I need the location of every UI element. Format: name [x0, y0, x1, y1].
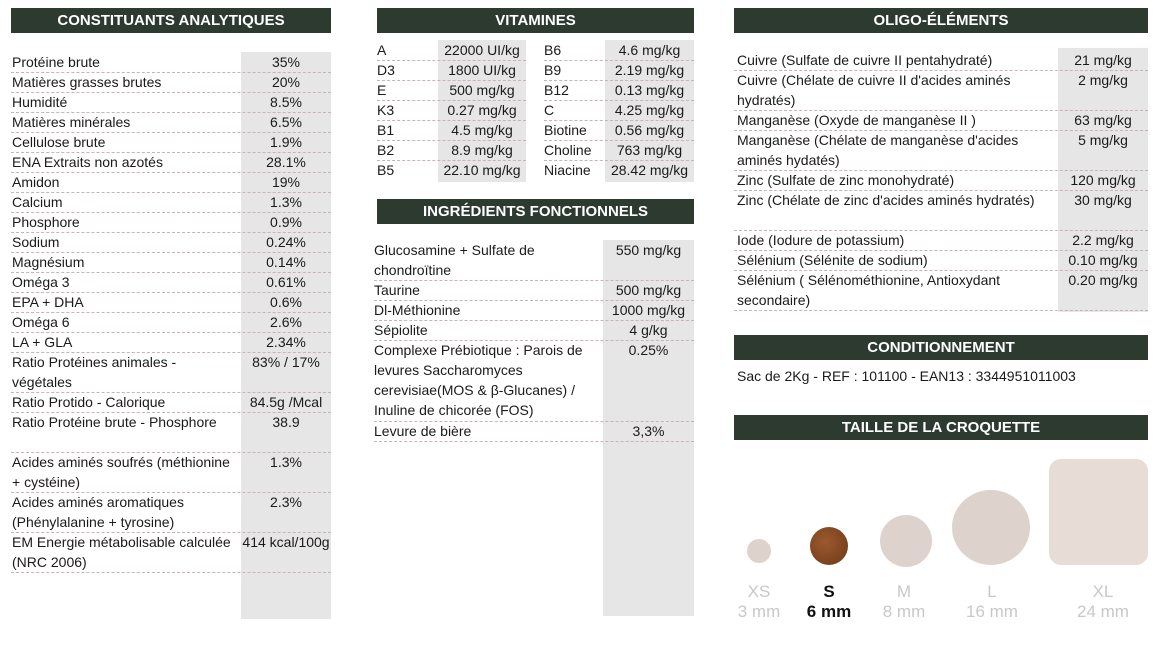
fonctionnel-row-value: 4 g/kg	[629, 322, 668, 338]
vitamine-value: 1800 UI/kg	[448, 62, 516, 78]
vitamine-value: 500 mg/kg	[449, 82, 515, 98]
vitamine-label: B1	[377, 122, 395, 138]
fonctionnels-header: INGRÉDIENTS FONCTIONNELS	[377, 199, 694, 224]
oligo-row-value: 63 mg/kg	[1074, 112, 1132, 128]
size-xs-label: XS	[747, 582, 771, 601]
croquette-header: TAILLE DE LA CROQUETTE	[734, 415, 1148, 440]
vitamine-label: Biotine	[544, 122, 587, 138]
fonctionnel-row-label: Complexe Prébiotique : Parois de levures Saccharomyces cerevisiae(MOS & β-Glucanes) / Inuline de chicorée (FOS)	[374, 342, 583, 418]
size-m-label: M	[896, 582, 912, 601]
fonctionnel-row-label: Levure de bière	[374, 423, 472, 439]
vitamine-value: 4.6 mg/kg	[618, 42, 681, 58]
constituant-row-value: 2.34%	[266, 334, 306, 350]
fonctionnel-row-value: 500 mg/kg	[615, 282, 682, 298]
constituant-row-value: 19%	[271, 174, 301, 190]
vitamine-value: 4.5 mg/kg	[451, 122, 513, 138]
oligo-row-label: Manganèse (Oxyde de manganèse II )	[737, 112, 976, 128]
oligo-row-label: Cuivre (Sulfate de cuivre II pentahydraté)	[737, 52, 993, 68]
vitamine-value: 2.19 mg/kg	[614, 62, 685, 78]
vitamine-value: 22000 UI/kg	[444, 42, 520, 58]
fonctionnel-row-divider	[374, 441, 694, 442]
constituant-row-label: Matières minérales	[12, 114, 131, 130]
constituant-row-label: Oméga 3	[12, 274, 70, 290]
vitamine-label: B9	[544, 62, 562, 78]
constituant-row-value: 38.9	[272, 414, 300, 430]
vitamine-label: B12	[544, 82, 569, 98]
constituant-row-value: 6.5%	[270, 114, 302, 130]
constituant-row-label: Humidité	[12, 94, 68, 110]
vitamine-value: 8.9 mg/kg	[451, 142, 513, 158]
constituant-row-value: 84.5g /Mcal	[249, 394, 323, 410]
oligo-row-label: Sélénium ( Sélénométhionine, Antioxydant secondaire)	[737, 272, 1001, 308]
conditionnement-header: CONDITIONNEMENT	[734, 335, 1148, 360]
constituant-row-value: 0.61%	[266, 274, 306, 290]
fonctionnel-row-value: 550 mg/kg	[615, 242, 682, 258]
constituant-row-value: 1.3%	[270, 454, 302, 470]
constituant-row-label: ENA Extraits non azotés	[12, 154, 163, 170]
constituant-row-label: Ratio Protéines animales - végétales	[12, 354, 177, 390]
constituant-row-label: Acides aminés soufrés (méthionine + cystéine)	[12, 454, 230, 490]
size-m-mm: 8 mm	[882, 602, 926, 621]
constituant-row-value: 0.24%	[266, 234, 306, 250]
oligo-header: OLIGO-ÉLÉMENTS	[734, 8, 1148, 33]
constituant-row-label: Acides aminés aromatiques (Phénylalanine + tyrosine)	[12, 494, 184, 530]
vitamine-label: B5	[377, 162, 395, 178]
vitamine-label: Niacine	[544, 162, 591, 178]
size-s-label: S	[823, 582, 835, 601]
size-xl-mm: 24 mm	[1077, 602, 1129, 621]
kibble-xs-image	[747, 539, 771, 563]
fonctionnel-row-label: Glucosamine + Sulfate de chondroïtine	[374, 242, 535, 278]
constituant-row-label: Protéine brute	[12, 54, 100, 70]
vitamines-header: VITAMINES	[377, 8, 694, 33]
constituant-row-value: 0.6%	[270, 294, 302, 310]
kibble-l-image	[952, 490, 1030, 565]
oligo-row-value: 0.20 mg/kg	[1068, 272, 1138, 288]
fonctionnel-row-label: Taurine	[374, 282, 420, 298]
vitamine-label: E	[377, 82, 387, 98]
constituants-header: CONSTITUANTS ANALYTIQUES	[11, 8, 331, 33]
vitamine-label: B6	[544, 42, 562, 58]
constituant-row-label: Phosphore	[12, 214, 80, 230]
size-xl-label: XL	[1092, 582, 1114, 601]
oligo-row-label: Manganèse (Chélate de manganèse d'acides aminés hydatés)	[737, 132, 1019, 168]
fonctionnel-row-value: 0.25%	[628, 342, 669, 358]
oligo-row-label: Zinc (Chélate de zinc d'acides aminés hydratés)	[737, 192, 1035, 208]
oligo-row-value: 5 mg/kg	[1078, 132, 1128, 148]
constituant-row-value: 0.14%	[266, 254, 306, 270]
oligo-row-label: Zinc (Sulfate de zinc monohydraté)	[737, 172, 955, 188]
oligo-row-label: Iode (Iodure de potassium)	[737, 232, 905, 248]
constituant-row-label: Magnésium	[12, 254, 85, 270]
oligo-row-value: 21 mg/kg	[1074, 52, 1132, 68]
constituant-row-label: Amidon	[12, 174, 60, 190]
fonctionnel-row-label: Dl-Méthionine	[374, 302, 461, 318]
size-s-mm: 6 mm	[806, 602, 852, 621]
vitamine-value: 0.13 mg/kg	[614, 82, 685, 98]
constituant-row-label: EPA + DHA	[12, 294, 84, 310]
constituant-row-value: 20%	[271, 74, 301, 90]
constituant-row-label: Cellulose brute	[12, 134, 106, 150]
oligo-row-value: 2.2 mg/kg	[1072, 232, 1134, 248]
size-xs-mm: 3 mm	[737, 602, 781, 621]
constituant-row-label: Oméga 6	[12, 314, 70, 330]
constituant-row-label: Ratio Protido - Calorique	[12, 394, 166, 410]
vitamine-value: 0.56 mg/kg	[614, 122, 685, 138]
kibble-xl-image	[1049, 459, 1148, 565]
constituant-row-value: 2.6%	[270, 314, 302, 330]
oligo-row-value: 120 mg/kg	[1070, 172, 1136, 188]
constituant-row-label: Ratio Protéine brute - Phosphore	[12, 414, 217, 430]
constituant-row-value: 414 kcal/100g	[242, 534, 330, 550]
oligo-row-divider	[734, 310, 1148, 311]
conditionnement-text: Sac de 2Kg - REF : 101100 - EAN13 : 3344951011003	[737, 368, 1076, 384]
vitamine-label: Choline	[544, 142, 592, 158]
vitamine-value: 0.27 mg/kg	[447, 102, 517, 118]
constituant-row-label: Sodium	[12, 234, 60, 250]
vitamine-value: 763 mg/kg	[616, 142, 683, 158]
constituant-row-value: 35%	[271, 54, 301, 70]
constituant-row-divider	[11, 572, 331, 573]
vitamine-value: 22.10 mg/kg	[443, 162, 521, 178]
constituant-row-label: Matières grasses brutes	[12, 74, 162, 90]
constituant-row-value: 2.3%	[270, 494, 302, 510]
vitamine-label: K3	[377, 102, 395, 118]
vitamine-value: 28.42 mg/kg	[610, 162, 689, 178]
constituant-row-value: 83% / 17%	[252, 354, 320, 370]
vitamine-label: C	[544, 102, 555, 118]
fonctionnel-row-value: 3,3%	[632, 423, 665, 439]
constituant-row-value: 0.9%	[270, 214, 302, 230]
vitamine-value: 4.25 mg/kg	[614, 102, 685, 118]
vitamine-label: A	[377, 42, 387, 58]
oligo-row-value: 30 mg/kg	[1074, 192, 1132, 208]
constituant-row-label: Calcium	[12, 194, 63, 210]
kibble-m-image	[880, 515, 932, 567]
oligo-row-value: 2 mg/kg	[1078, 72, 1128, 88]
oligo-row-label: Cuivre (Chélate de cuivre II d'acides aminés hydratés)	[737, 72, 1011, 108]
vitamine-label: D3	[377, 62, 395, 78]
kibble-s-image	[810, 527, 848, 565]
oligo-row-value: 0.10 mg/kg	[1068, 252, 1138, 268]
fonctionnel-row-label: Sépiolite	[374, 322, 428, 338]
fonctionnel-row-value: 1000 mg/kg	[611, 302, 686, 318]
size-l-mm: 16 mm	[966, 602, 1018, 621]
constituant-row-value: 8.5%	[270, 94, 302, 110]
oligo-row-label: Sélénium (Sélénite de sodium)	[737, 252, 928, 268]
constituant-row-value: 28.1%	[266, 154, 306, 170]
vitamine-label: B2	[377, 142, 395, 158]
constituant-row-value: 1.9%	[270, 134, 302, 150]
constituant-row-value: 1.3%	[270, 194, 302, 210]
constituant-row-label: EM Energie métabolisable calculée (NRC 2006)	[12, 534, 231, 570]
size-l-label: L	[987, 582, 997, 601]
constituant-row-label: LA + GLA	[12, 334, 73, 350]
